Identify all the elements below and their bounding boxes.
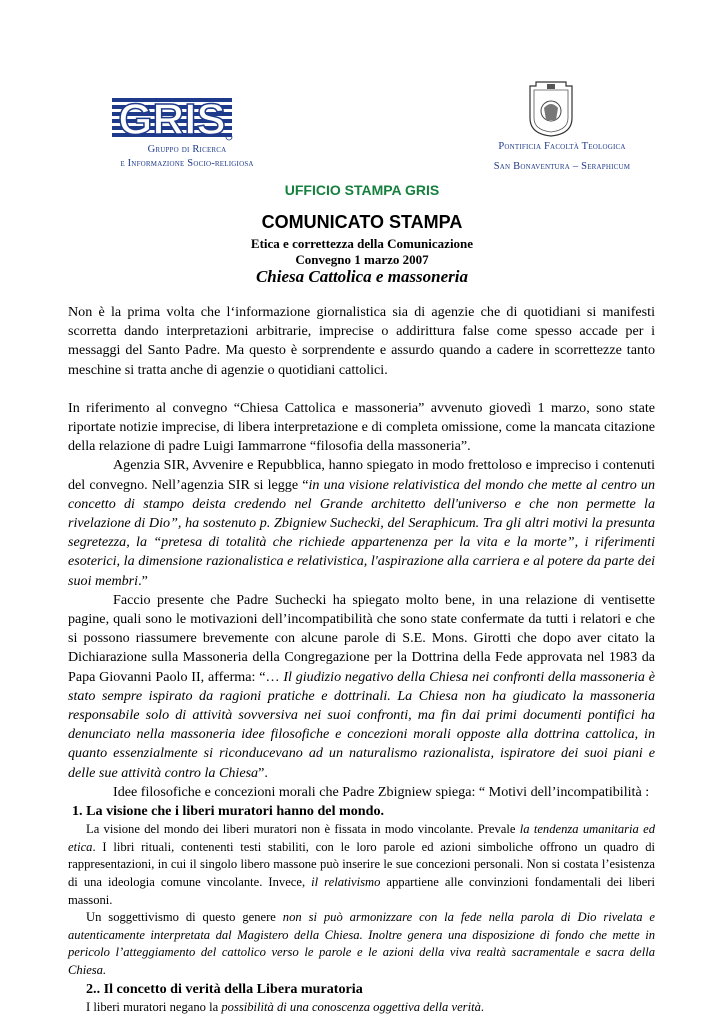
faculty-name-line2 <box>400 161 724 172</box>
page-title: COMUNICATO STAMPA <box>261 212 463 232</box>
paragraph-verita <box>68 999 655 1017</box>
paragraph-reference: In riferimento al convegno “Chiesa Cattolica e massoneria” avvenuto giovedì 1 marzo, sono state riportate notizie imprecise, di libera interpretazione e di completa omissione, come la mancata citazione della relazione di padre Luigi Iammarrone “filosofia della massoneria”. <box>68 399 655 455</box>
svg-text:GRIS: GRIS <box>118 96 226 142</box>
italic-run: possibilità di una conoscenza oggettiva della verità <box>221 999 481 1014</box>
text-run: appartiene alle convinzioni fondamentali dei liberi massoni. <box>68 875 655 907</box>
text-run: . I libri rituali, contenenti testi stabiliti, con le loro parole ed azioni simboliche offrono un quadro di rappresentazioni, in cui il singolo libero massone può inserire le sue concezioni personali. Non si costata l’esistenza di una ideologia comune vincolante. Invece, <box>68 839 655 890</box>
faculty-name <box>400 141 724 152</box>
gris-org-line2: e Informazione Socio-religiosa <box>120 158 254 169</box>
text-run: .” <box>138 572 148 589</box>
gris-org-name <box>0 144 374 155</box>
subtitle-topic: Chiesa Cattolica e massoneria <box>255 267 469 286</box>
text-run: ”. <box>258 764 268 781</box>
section-heading-1: 1. La visione che i liberi muratori hanno del mondo. <box>72 803 385 820</box>
faculty-line2: San Bonaventura – Seraphicum <box>493 161 631 172</box>
italic-run: il relativismo <box>311 875 381 890</box>
text-run: La visione del mondo dei liberi muratori non è fissata in modo vincolante. Prevale <box>86 822 520 837</box>
paragraph-soggettivismo <box>68 909 655 979</box>
section-heading-2: 2.. Il concetto di verità della Libera muratoria <box>86 980 363 997</box>
italic-run: la tendenza umanitaria ed etica <box>68 822 656 854</box>
paragraph-intro: Non è la prima volta che l‘informazione giornalistica sia di agenzie che di quotidiani si manifesti scorretta dando interpretazioni arbitrarie, imprecise o addirittura false come spesso accade per i messaggi del Santo Padre. Ma questo è sorprendente e assurdo quando a cadere in scorrettezze tanto meschine si tratta anche di agenzie o quotidiani cattolici. <box>68 304 655 378</box>
paragraph-suchecki <box>68 591 655 783</box>
seraphicum-seal-logo <box>522 78 580 138</box>
text-run: Faccio presente che Padre Suchecki ha spiegato molto bene, in una relazione di ventisette pagine, quali sono le motivazioni dell’incompatibilità che sono state confermate da tutti i relatori e che si possono riassumere brevemente con alcune parole di S.E. Mons. Girotti che dopo aver citato la Dichiarazione sulla Massoneria della Congregazione per la Dottrina della Fede approvata nel 1983 da Papa Giovanni Paolo II, afferma: “… <box>68 591 655 685</box>
subtitle-date: Convegno 1 marzo 2007 <box>295 252 429 267</box>
paragraph-visione <box>68 821 655 909</box>
text-run: Agenzia SIR, Avvenire e Repubblica, hanno spiegato in modo frettoloso e impreciso i contenuti del convegno. Nell’agenzia SIR si legge “ <box>68 457 655 493</box>
text-run: Un soggettivismo di questo genere <box>86 910 283 925</box>
ufficio-stampa-heading: UFFICIO STAMPA GRIS <box>284 182 440 198</box>
paragraph-motivi: Idee filosofiche e concezioni morali che Padre Zbigniew spiega: “ Motivi dell’incompatibilità : <box>113 783 650 800</box>
press-release-body <box>68 303 655 1016</box>
paragraph-agencies <box>68 456 655 590</box>
quote-run: in una visione relativistica del mondo che mette al centro un concetto di stampo deista credendo nel Grande architetto dell'universo e che non permette la rivelazione di Dio”, ha sostenuto p. Zbigniew Suchecki, del Seraphicum. Tra gli altri motivi la presunta segretezza, la “pretesa di totalità che richiede appartenenza per la vita e la morte”, i riferimenti esoterici, la dimensione razionalistica e relativistica, l'aspirazione alla carriera e al potere da parte dei suoi membri <box>68 476 655 589</box>
gris-logo <box>112 96 234 142</box>
italic-run: non si può armonizzare con la fede nella parola di Dio rivelata e autenticamente interpretata dal Magistero della Chiesa. Inoltre genera una disposizione di fondo che mette in pericolo l’atteggiamento del cattolico verso le parole e le azioni della viva realtà sacramentale e sacra della Chiesa. <box>68 910 655 978</box>
text-run: I liberi muratori negano la <box>86 999 222 1014</box>
gris-org-name-line2 <box>0 158 374 169</box>
subtitle-ethics: Etica e correttezza della Comunicazione <box>250 236 474 251</box>
gris-org-line1: Gruppo di Ricerca <box>147 144 227 155</box>
quote-run: Il giudizio negativo della Chiesa nei confronti della massoneria è stato sempre ispirato da ragioni pratiche e dottrinali. La Chiesa non ha giudicato la massoneria responsabile solo di attività sovversiva nei suoi confronti, ma fin dai primi documenti pontifici ha denunciato nella massoneria idee filosofiche e concezioni morali opposte alla dottrina cattolica, in quanto essenzialmente si riconducevano ad un naturalismo razionalista, ispiratore dei suoi piani e delle sue attività contro la Chiesa <box>68 668 655 781</box>
faculty-line1: Pontificia Facoltà Teologica <box>498 141 626 152</box>
text-run: . <box>480 999 485 1014</box>
